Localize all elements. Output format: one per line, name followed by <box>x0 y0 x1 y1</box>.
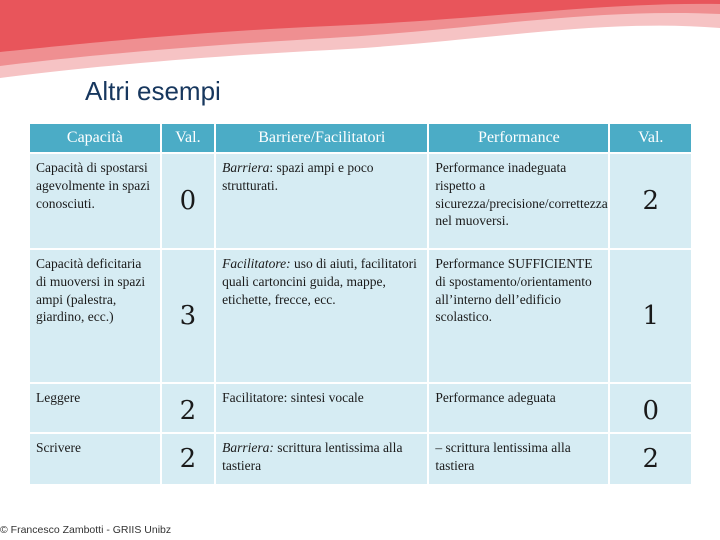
capacity-value-cell: 0 <box>162 154 214 248</box>
factor-cell <box>216 384 427 432</box>
capacity-cell: Capacità deficitaria di muoversi in spazi ampi (palestra, giardino, ecc.) <box>30 250 160 382</box>
examples-table <box>28 122 693 486</box>
factor-cell <box>216 154 427 248</box>
performance-cell: Performance inadeguata rispetto a sicurezza/precisione/correttezza nel muoversi. <box>429 154 608 248</box>
factor-cell <box>216 434 427 484</box>
table-row <box>30 434 691 484</box>
capacity-value-cell: 3 <box>162 250 214 382</box>
factor-text: Facilitatore: sintesi vocale <box>222 390 364 405</box>
capacity-value-cell: 2 <box>162 434 214 484</box>
factor-type: Barriera <box>222 160 270 175</box>
performance-cell: – scrittura lentissima alla tastiera <box>429 434 608 484</box>
factor-text: scrittura lentissima alla tastiera <box>222 440 403 473</box>
table-row <box>30 154 691 248</box>
performance-value-cell: 2 <box>610 154 691 248</box>
table-row <box>30 250 691 382</box>
footer-copyright: © Francesco Zambotti - GRIIS Unibz <box>0 524 172 536</box>
capacity-cell: Leggere <box>30 384 160 432</box>
performance-cell: Performance SUFFICIENTE di spostamento/orientamento all’interno dell’edificio scolastico. <box>429 250 608 382</box>
slide-title: Altri esempi <box>85 76 221 106</box>
capacity-cell: Scrivere <box>30 434 160 484</box>
factor-cell <box>216 250 427 382</box>
table-header-row <box>30 124 691 152</box>
capacity-cell: Capacità di spostarsi agevolmente in spazi conosciuti. <box>30 154 160 248</box>
header-performance-value: Val. <box>610 124 691 152</box>
header-capacity: Capacità <box>30 124 160 152</box>
factor-type: Barriera: <box>222 440 274 455</box>
header-capacity-value: Val. <box>162 124 214 152</box>
factor-type: Facilitatore: <box>222 256 291 271</box>
table-row <box>30 384 691 432</box>
performance-value-cell: 2 <box>610 434 691 484</box>
header-barriers-facilitators: Barriere/Facilitatori <box>216 124 427 152</box>
capacity-value-cell: 2 <box>162 384 214 432</box>
performance-cell: Performance adeguata <box>429 384 608 432</box>
header-performance: Performance <box>429 124 608 152</box>
factor-text: : spazi ampi e poco strutturati. <box>222 160 374 193</box>
performance-value-cell: 1 <box>610 250 691 382</box>
factor-text: uso di aiuti, facilitatori quali cartoncini guida, mappe, etichette, frecce, ecc. <box>222 256 417 307</box>
performance-value-cell: 0 <box>610 384 691 432</box>
